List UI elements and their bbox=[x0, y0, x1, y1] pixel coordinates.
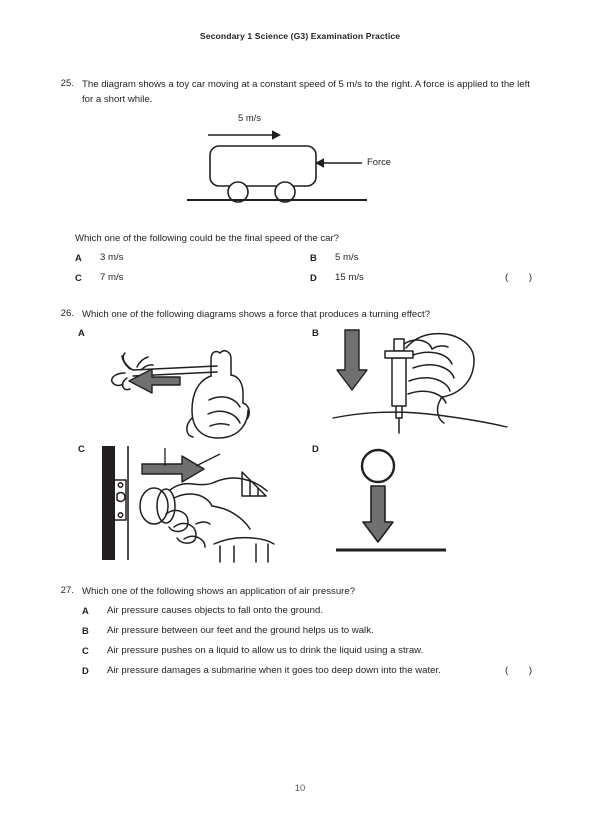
page-number: 10 bbox=[294, 782, 306, 793]
force-arrow-icon bbox=[315, 158, 362, 168]
force-label: Force bbox=[367, 156, 391, 167]
question-25-option-c-letter: C bbox=[75, 272, 82, 283]
question-26-option-d-letter: D bbox=[312, 443, 319, 454]
question-25-option-b-letter: B bbox=[310, 252, 317, 263]
question-27-option-b-text: Air pressure between our feet and the ground helps us to walk. bbox=[107, 625, 374, 636]
question-25-option-a-text: 3 m/s bbox=[100, 252, 124, 263]
question-27-answer-bracket[interactable]: ( ) bbox=[505, 665, 542, 676]
running-head: Secondary 1 Science (G3) Examination Practice bbox=[199, 31, 401, 41]
force-arrow-down-icon bbox=[363, 486, 393, 542]
hand-pulling-rubber-band-left-diagram bbox=[96, 326, 271, 438]
question-25-option-d-text: 15 m/s bbox=[335, 272, 364, 283]
question-26-figure-d bbox=[330, 444, 510, 562]
question-26-figure-c bbox=[96, 444, 276, 562]
question-27-option-a-text: Air pressure causes objects to fall onto the ground. bbox=[107, 605, 323, 616]
ball-shape bbox=[362, 450, 394, 482]
question-26-option-c-letter: C bbox=[78, 443, 85, 454]
question-25-answer-bracket[interactable]: ( ) bbox=[505, 272, 542, 283]
force-arrow-left-icon bbox=[129, 369, 180, 393]
question-27-option-a-letter: A bbox=[82, 605, 89, 616]
question-27-option-d-text: Air pressure damages a submarine when it goes too deep down into the water. bbox=[107, 665, 441, 676]
question-26-option-a-letter: A bbox=[78, 327, 85, 338]
question-27-option-c-letter: C bbox=[82, 645, 89, 656]
question-25-sub-stem: Which one of the following could be the final speed of the car? bbox=[75, 233, 339, 244]
ball-falling-to-ground-diagram bbox=[330, 444, 510, 562]
force-arrow-right-icon bbox=[142, 456, 204, 482]
question-25-option-d-letter: D bbox=[310, 272, 317, 283]
speed-arrow-icon bbox=[208, 130, 281, 140]
question-27-option-c-text: Air pressure pushes on a liquid to allow us to drink the liquid using a straw. bbox=[107, 645, 424, 656]
question-26-stem: Which one of the following diagrams shows a force that produces a turning effect? bbox=[82, 309, 431, 320]
speed-label: 5 m/s bbox=[238, 112, 261, 123]
question-26-number: 26. bbox=[60, 308, 74, 319]
question-25-option-b-text: 5 m/s bbox=[335, 252, 359, 263]
question-25-option-a-letter: A bbox=[75, 252, 82, 263]
question-25-stem: The diagram shows a toy car moving at a constant speed of 5 m/s to the right. A force is applied to the left for a short while. bbox=[82, 79, 530, 105]
hand-turning-door-knob-diagram bbox=[96, 444, 276, 562]
question-26-option-b-letter: B bbox=[312, 327, 319, 338]
car-wheel-front bbox=[275, 182, 295, 202]
question-26-figure-b bbox=[330, 326, 510, 438]
car-wheel-rear bbox=[228, 182, 248, 202]
question-25-number: 25. bbox=[60, 78, 74, 89]
question-25-option-c-text: 7 m/s bbox=[100, 272, 124, 283]
question-27-number: 27. bbox=[60, 585, 74, 596]
question-25-figure bbox=[180, 112, 420, 208]
force-arrow-down-icon bbox=[337, 330, 367, 390]
question-26-figure-a bbox=[96, 326, 271, 438]
question-27-option-b-letter: B bbox=[82, 625, 89, 636]
car-body bbox=[210, 146, 316, 186]
question-27-stem: Which one of the following shows an application of air pressure? bbox=[82, 586, 356, 597]
question-27-option-d-letter: D bbox=[82, 665, 89, 676]
door-edge-strip bbox=[102, 446, 115, 560]
hand-pressing-syringe-down-diagram bbox=[330, 326, 510, 438]
